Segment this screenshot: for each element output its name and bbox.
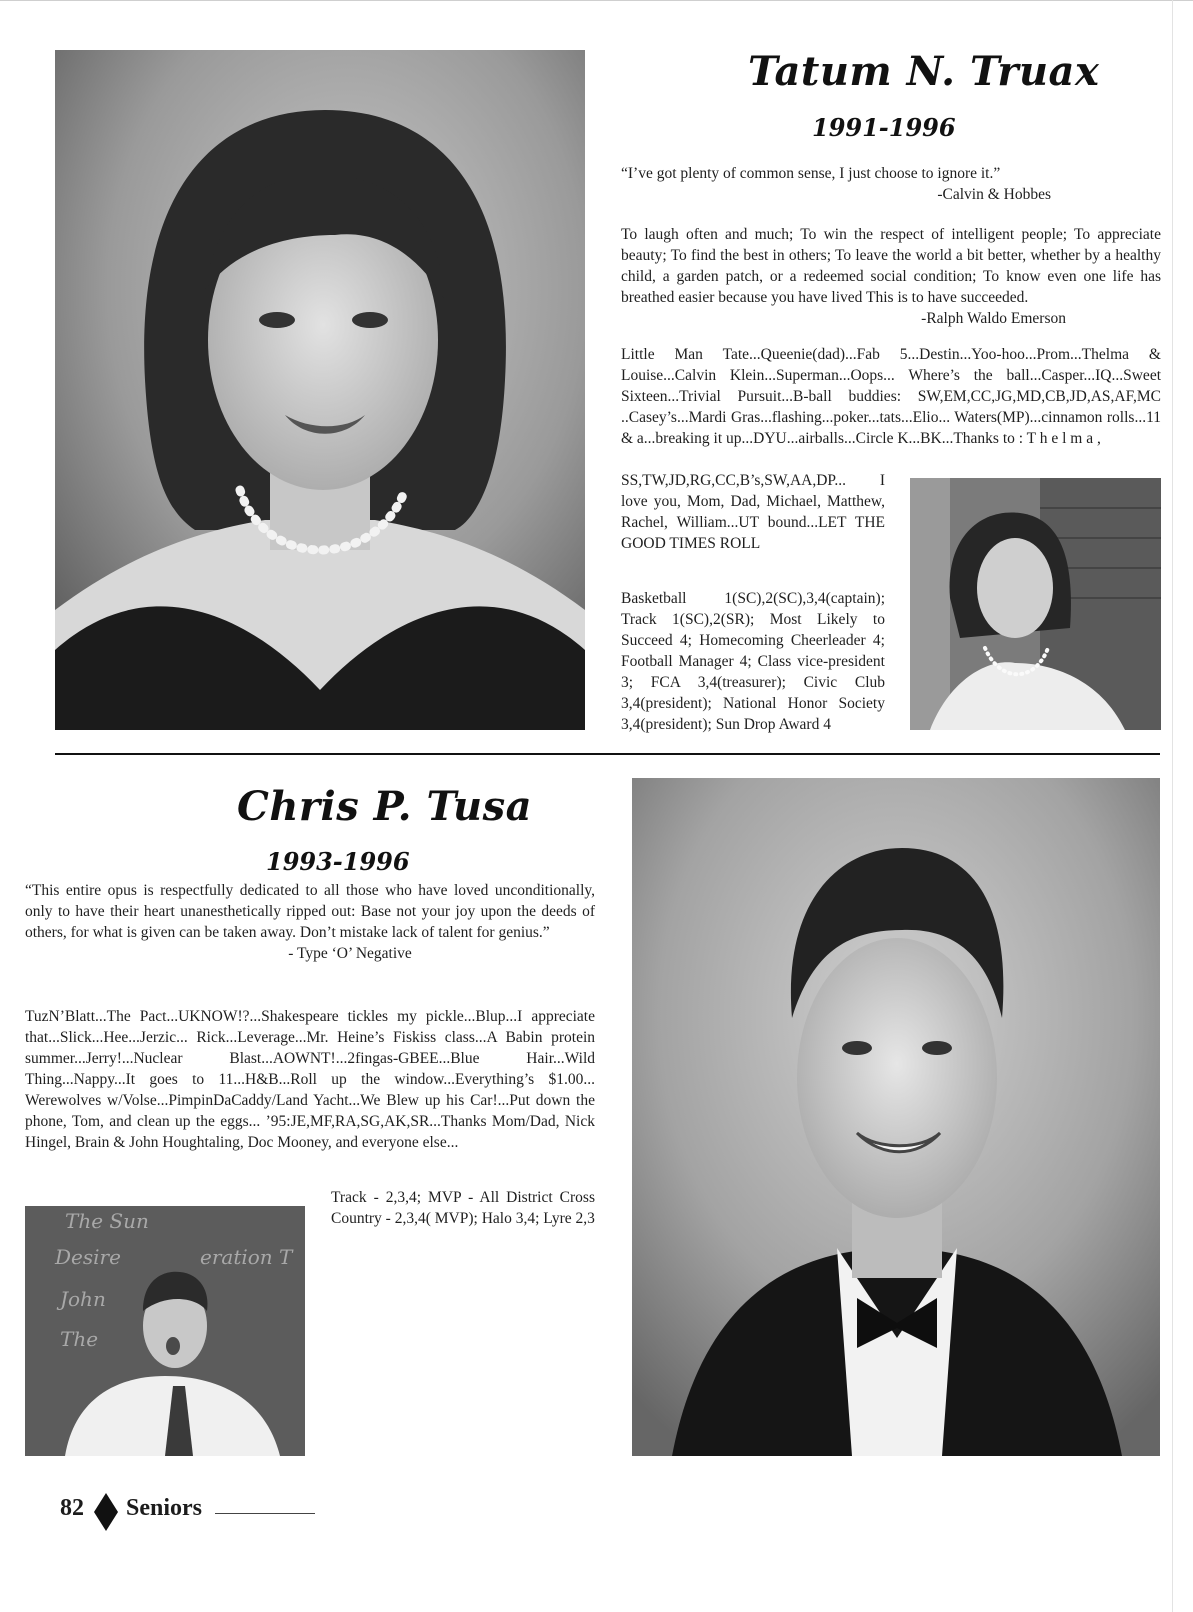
chalkboard-word: eration T bbox=[200, 1245, 293, 1269]
diamond-icon bbox=[94, 1493, 118, 1531]
footer-rule bbox=[215, 1513, 315, 1514]
quote-text: “I’ve got plenty of common sense, I just choose to ignore it.” bbox=[621, 165, 1001, 182]
portrait-photo-tatum bbox=[55, 50, 585, 730]
activities-list: Track - 2,3,4; MVP - All District Cross Country - 2,3,4( MVP); Halo 3,4; Lyre 2,3 bbox=[331, 1189, 595, 1227]
activities-list: Basketball 1(SC),2(SC),3,4(captain); Track 1(SC),2(SR); Most Likely to Succeed 4; Homecoming Cheerleader 4; Football Manager 4; Class vice-president 3; FCA 3,4(treasurer); Civic Club 3,4(president); National Honor Society 3,4(president); Sun Drop Award 4 bbox=[621, 590, 885, 733]
chalkboard-word: John bbox=[60, 1287, 106, 1311]
quote-type-o-negative bbox=[25, 880, 595, 964]
chalkboard-word: The Sun bbox=[65, 1209, 149, 1233]
chalkboard-word: The bbox=[60, 1327, 99, 1351]
page-edge bbox=[0, 0, 1193, 1]
page-number: 82 bbox=[60, 1495, 84, 1521]
memories-paragraph-continued: SS,TW,JD,RG,CC,B’s,SW,AA,DP... I love you, Mom, Dad, Michael, Matthew, Rachel, William...UT bound...LET THE GOOD TIMES ROLL bbox=[621, 472, 885, 552]
chalkboard-word: Desire bbox=[55, 1245, 121, 1269]
quote-attribution: -Calvin & Hobbes bbox=[937, 186, 1051, 203]
quote-calvin-hobbes bbox=[621, 163, 1051, 205]
memories-paragraph: Little Man Tate...Queenie(dad)...Fab 5...Destin...Yoo-hoo...Prom...Thelma & Louise...Calvin Klein...Superman...Oops... Where’s the ball...Casper...IQ...Sweet Sixteen...Trivial Pursuit...B-ball buddies: SW,EM,CC,JG,MD,CB,JD,AS,AF,MC ..Casey’s...Mardi Gras...flashing...poker...tats...Elio... Waters(MP)...cinnamon rolls...11 & a...breaking it up...DYU...airballs...Circle K...BK...Thanks to : T h e l m a , bbox=[621, 346, 1161, 447]
senior-name: Chris P. Tusa bbox=[237, 783, 533, 830]
senior-name: Tatum N. Truax bbox=[748, 48, 1100, 95]
memories-paragraph: TuzN’Blatt...The Pact...UKNOW!?...Shakespeare tickles my pickle...Blup...I appreciate that...Slick...Hee...Jerzic... Rick...Leverage...Mr. Heine’s Fiskiss class...A Babin protein summer...Jerry!...Nuclear Blast...AOWNT!...2fingas-GBEE...Blue Hair...Wild Thing...Nappy...It goes to 11...H&B...Roll up the window...Everything’s $1.00... Werewolves w/Volse...PimpinDaCaddy/Land Yacht...We Blew up his Car!...Put down the phone, Tom, and clean up the eggs... ’95:JE,MF,RA,SG,AK,SR...Thanks Mom/Dad, Nick Hingel, Brain & John Houghtaling, Doc Mooney, and everyone else... bbox=[25, 1008, 595, 1151]
class-years: 1993-1996 bbox=[266, 847, 410, 876]
quote-attribution: - Type ‘O’ Negative bbox=[288, 945, 412, 962]
page-edge-right bbox=[1172, 0, 1173, 1612]
portrait-photo-chris bbox=[632, 778, 1160, 1456]
class-years: 1991-1996 bbox=[812, 113, 956, 142]
quote-emerson bbox=[621, 224, 1161, 329]
section-divider bbox=[55, 753, 1160, 755]
quote-attribution: -Ralph Waldo Emerson bbox=[921, 310, 1066, 327]
candid-photo-chris bbox=[25, 1206, 305, 1456]
quote-text: To laugh often and much; To win the respect of intelligent people; To appreciate beauty; To find the best in others; To leave the world a bit better, whether by a healthy child, a garden patch, or a redeemed social condition; To know even one life has breathed easier because you have lived This is to have succeeded. bbox=[621, 226, 1161, 306]
candid-photo-tatum bbox=[910, 478, 1161, 730]
section-title: Seniors bbox=[126, 1495, 203, 1521]
quote-text: “This entire opus is respectfully dedicated to all those who have loved unconditionally, only to have their heart unanesthetically ripped out: Base not your joy upon the deeds of others, for what is given can be taken away. Don’t mistake lack of talent for genius.” bbox=[25, 882, 595, 941]
